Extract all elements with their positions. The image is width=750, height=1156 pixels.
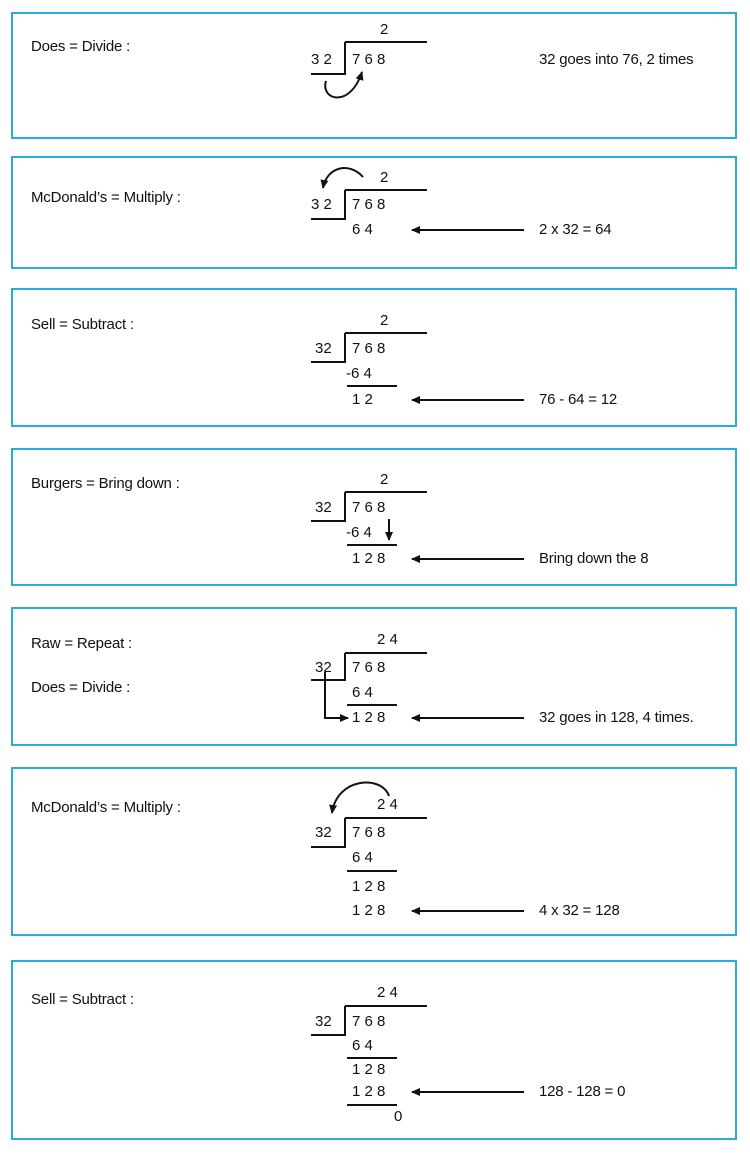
explanation-note: 32 goes in 128, 4 times. bbox=[539, 709, 694, 726]
product-row: 6 4 bbox=[352, 849, 373, 866]
product-row-2: 1 2 8 bbox=[352, 902, 386, 919]
new-dividend-row: 1 2 8 bbox=[352, 709, 386, 726]
divisor: 32 bbox=[315, 659, 332, 676]
dividend: 7 6 8 bbox=[352, 340, 386, 357]
step-label: Raw = Repeat : bbox=[31, 635, 133, 652]
divisor: 32 bbox=[315, 1013, 332, 1030]
divisor: 32 bbox=[315, 340, 332, 357]
quotient: 2 bbox=[380, 471, 389, 488]
long-division-bracket bbox=[2, 14, 750, 137]
step-panel-repeat bbox=[11, 607, 737, 746]
step-panel-multiply bbox=[11, 156, 737, 269]
divisor: 3 2 bbox=[311, 51, 332, 68]
quotient: 2 bbox=[380, 21, 389, 38]
dividend: 7 6 8 bbox=[352, 51, 386, 68]
long-division-bracket bbox=[2, 290, 750, 425]
product-row: 6 4 bbox=[352, 221, 373, 238]
step-label: Does = Divide : bbox=[31, 38, 131, 55]
explanation-note: 4 x 32 = 128 bbox=[539, 902, 620, 919]
new-dividend-row: 1 2 8 bbox=[352, 878, 386, 895]
divisor: 32 bbox=[315, 824, 332, 841]
step-panel-subtract bbox=[11, 288, 737, 427]
step-label: Burgers = Bring down : bbox=[31, 475, 180, 492]
divisor: 32 bbox=[315, 499, 332, 516]
quotient: 2 bbox=[380, 312, 389, 329]
step-panel-subtract-2 bbox=[11, 960, 737, 1140]
left-arrow-icon bbox=[2, 290, 750, 425]
difference-row: 1 2 bbox=[352, 391, 373, 408]
explanation-note: Bring down the 8 bbox=[539, 550, 649, 567]
explanation-note: 2 x 32 = 64 bbox=[539, 221, 612, 238]
step-label: Sell = Subtract : bbox=[31, 316, 134, 333]
divisor: 3 2 bbox=[311, 196, 332, 213]
dividend: 7 6 8 bbox=[352, 196, 386, 213]
step-panel-multiply-2 bbox=[11, 767, 737, 936]
explanation-note: 76 - 64 = 12 bbox=[539, 391, 618, 408]
dividend: 7 6 8 bbox=[352, 659, 386, 676]
quotient: 2 bbox=[380, 169, 389, 186]
product-row: 6 4 bbox=[352, 1037, 373, 1054]
product-row-2: 1 2 8 bbox=[352, 1083, 386, 1100]
left-arrow-icon bbox=[2, 962, 750, 1138]
new-dividend-row: 1 2 8 bbox=[352, 550, 386, 567]
quotient: 2 4 bbox=[377, 984, 398, 1001]
curved-arrow-icon bbox=[2, 14, 750, 137]
explanation-note: 32 goes into 76, 2 times bbox=[539, 51, 694, 68]
step-label: McDonald’s = Multiply : bbox=[31, 189, 181, 206]
quotient: 2 4 bbox=[377, 631, 398, 648]
product-row: 6 4 bbox=[352, 684, 373, 701]
step-label: Sell = Subtract : bbox=[31, 991, 134, 1008]
dividend: 7 6 8 bbox=[352, 499, 386, 516]
subtrahend-row: -6 4 bbox=[346, 524, 372, 541]
new-dividend-row: 1 2 8 bbox=[352, 1061, 386, 1078]
step-label-secondary: Does = Divide : bbox=[31, 679, 131, 696]
subtrahend-row: -6 4 bbox=[346, 365, 372, 382]
quotient: 2 4 bbox=[377, 796, 398, 813]
step-label: McDonald’s = Multiply : bbox=[31, 799, 181, 816]
dividend: 7 6 8 bbox=[352, 824, 386, 841]
remainder-row: 0 bbox=[394, 1108, 403, 1125]
dividend: 7 6 8 bbox=[352, 1013, 386, 1030]
explanation-note: 128 - 128 = 0 bbox=[539, 1083, 626, 1100]
step-panel-divide bbox=[11, 12, 737, 139]
step-panel-bring-down bbox=[11, 448, 737, 586]
long-division-bracket bbox=[2, 962, 750, 1138]
